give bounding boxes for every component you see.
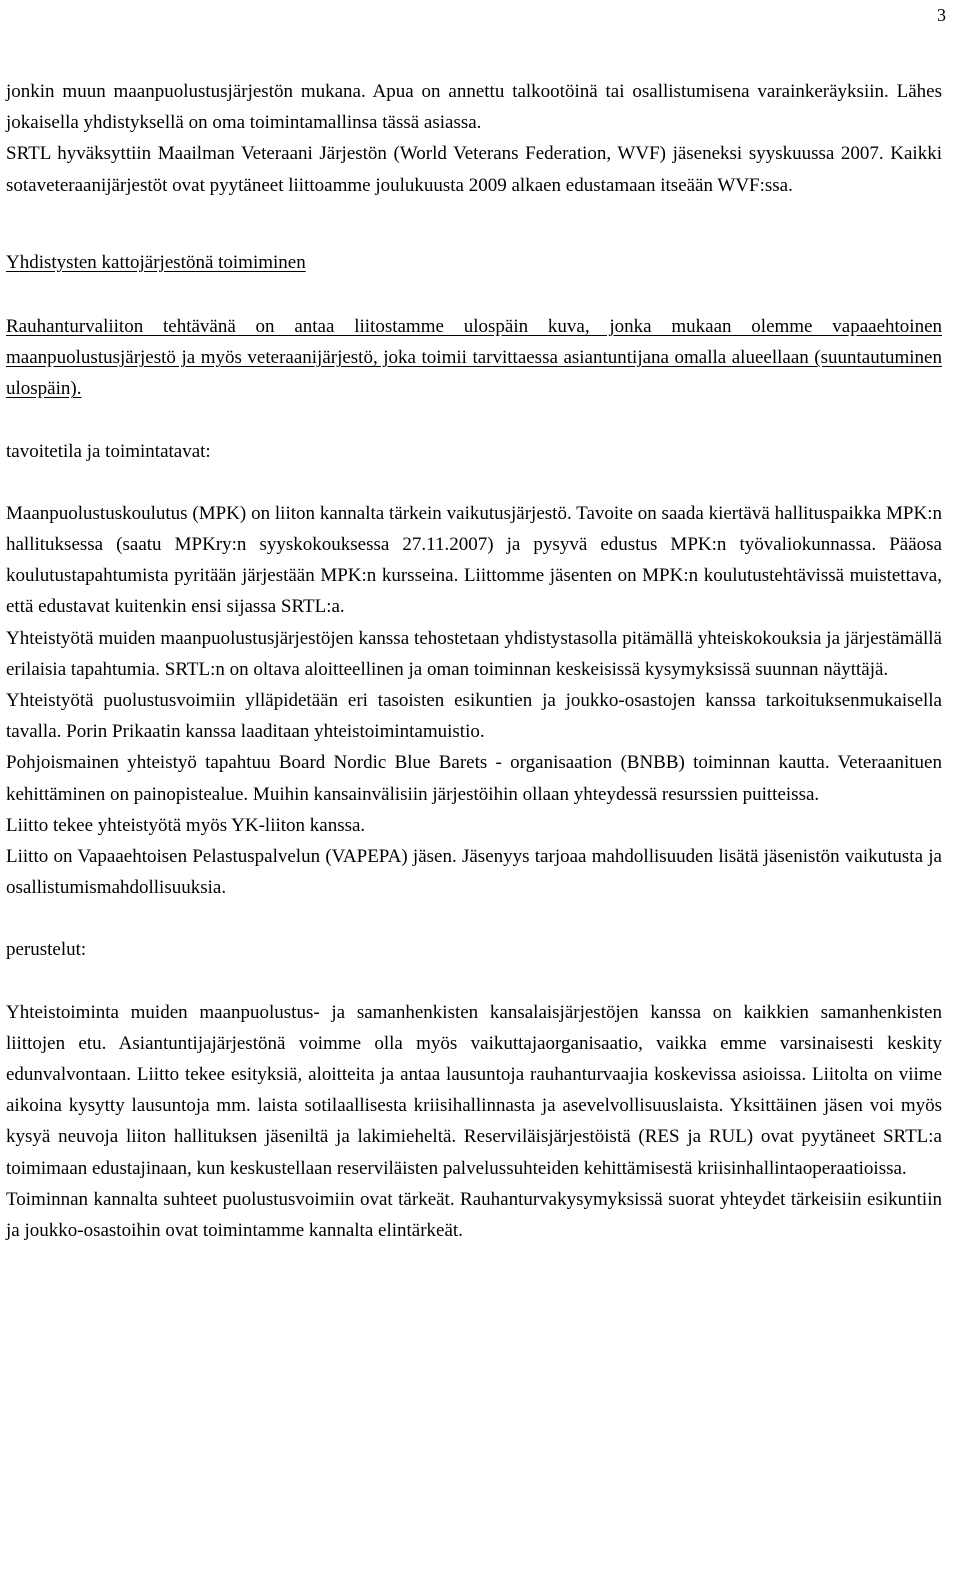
section-heading: [6, 247, 942, 278]
paragraph-goal-3: Yhteistyötä puolustusvoimiin ylläpidetään eri tasoisten esikuntien ja joukko-osastojen kanssa tarkoituksenmukaisella tavalla. Porin Prikaatin kanssa laaditaan yhteistoimintamuistio.: [6, 690, 942, 743]
paragraph-mission: [6, 311, 942, 405]
paragraph-intro-2: SRTL hyväksyttiin Maailman Veteraani Järjestön (World Veterans Federation, WVF) jäseneksi syyskuussa 2007. Kaikki sotaveteraanijärjestöt ovat pyytäneet liittoamme joulukuusta 2009 alkaen edustamaan itseään WVF:ssa.: [6, 143, 942, 196]
paragraph-mission-text: Rauhanturvaliiton tehtävänä on antaa liitostamme ulospäin kuva, jonka mukaan olemme vapaaehtoinen maanpuolustusjärjestö ja myös veteraanijärjestö, joka toimii tarvittaessa asiantuntijana omalla alueellaan (suuntautuminen ulospäin).: [6, 316, 942, 400]
section-heading-text: Yhdistysten kattojärjestönä toimiminen: [6, 251, 306, 273]
rationale-label: perustelut:: [6, 939, 87, 961]
paragraph-rationale-1: Yhteistoiminta muiden maanpuolustus- ja samanhenkisten kansalaisjärjestöjen kanssa on kaikkien samanhenkisten liittojen etu. Asiantuntijajärjestönä voimme olla myös vaikuttajaorganisaatio, vaikka emme varsinaisesti keskity edunvalvontaan. Liitto tekee esityksiä, aloitteita ja antaa lausuntoja rauhanturvaajia koskevissa asioissa. Liitolta on viime aikoina kysytty lausuntoja mm. laista sotilaallisesta kriisihallinnasta ja asevelvollisuuslaista. Yksittäinen jäsen voi myös kysyä neuvoja liiton hallituksen jäseniltä ja lakimieheltä. Reserviläisjärjestöistä (RES ja RUL) ovat pyytäneet SRTL:a toimimaan edustajinaan, kun keskustellaan reserviläisten palvelussuhteiden kehittämisestä kriisinhallintaoperaatioissa.: [6, 1001, 942, 1179]
goals-label: tavoitetila ja toimintatavat:: [6, 440, 211, 462]
document-body: [6, 76, 942, 1246]
paragraph-goal-5: Liitto tekee yhteistyötä myös YK-liiton kanssa.: [6, 814, 366, 836]
page-number: 3: [937, 5, 946, 25]
paragraph-rationale-2: Toiminnan kannalta suhteet puolustusvoimiin ovat tärkeät. Rauhanturvakysymyksissä suorat yhteydet tärkeisiin esikuntiin ja joukko-osastoihin ovat toimintamme kannalta elintärkeät.: [6, 1188, 942, 1242]
paragraph-goal-2: Yhteistyötä muiden maanpuolustusjärjestöjen kanssa tehostetaan yhdistystasolla pitämällä yhteiskokouksia ja järjestämällä erilaisia tapahtumia. SRTL:n on oltava aloitteellinen ja oman toiminnan keskeisissä kysymyksissä suunnan näyttäjä.: [6, 627, 942, 680]
paragraph-goal-1: Maanpuolustuskoulutus (MPK) on liiton kannalta tärkein vaikutusjärjestö. Tavoite on saada kiertävä hallituspaikka MPK:n hallituksessa (saatu MPKry:n syyskokouksessa 27.11.2007) ja pysyvä edustus MPK:n työvaliokunnassa. Pääosa koulutustapahtumista pyritään järjestään MPK:n kursseina. Liittomme jäsenten on MPK:n koulutustehtävissä muistettava, että edustavat kuitenkin ensi sijassa SRTL:a.: [6, 502, 942, 618]
paragraph-goal-4: Pohjoismainen yhteistyö tapahtuu Board Nordic Blue Barets - organisaation (BNBB) toiminnan kautta. Veteraanituen kehittäminen on painopistealue. Muihin kansainvälisiin järjestöihin ollaan yhteydessä resurssien puitteissa.: [6, 752, 942, 805]
paragraph-intro-1: jonkin muun maanpuolustusjärjestön mukana. Apua on annettu talkootöinä tai osallistumisena varainkeräyksiin. Lähes jokaisella yhdistyksellä on oma toimintamallinsa tässä asiassa.: [6, 81, 942, 134]
paragraph-goal-6: Liitto on Vapaaehtoisen Pelastuspalvelun (VAPEPA) jäsen. Jäsenyys tarjoaa mahdollisuuden lisätä jäsenistön vaikutusta ja osallistumismahdollisuuksia.: [6, 846, 942, 899]
